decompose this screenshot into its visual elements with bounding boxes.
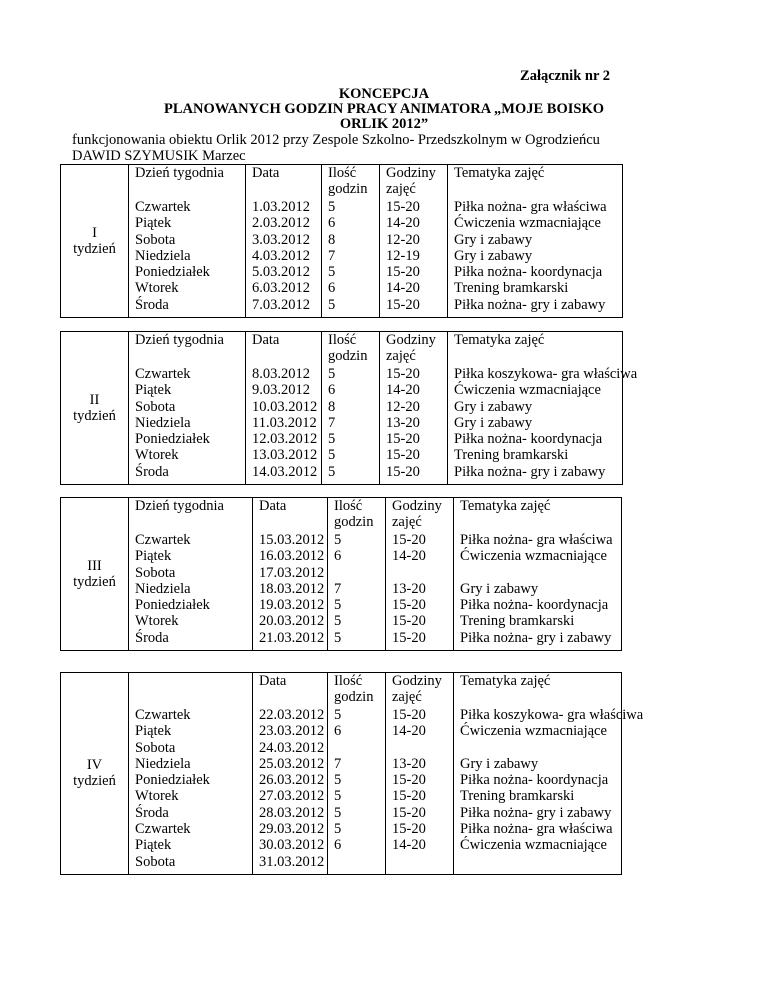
cell-hours: 15-20 [386, 532, 454, 548]
table-header-row [61, 332, 623, 367]
header-count-1: Ilość [328, 332, 357, 348]
header-hours-1: Godziny [386, 165, 436, 181]
cell-topic: Piłka nożna- koordynacja [448, 431, 623, 447]
cell-topic [454, 854, 622, 875]
cell-date: 9.03.2012 [246, 382, 322, 398]
cell-day: Piątek [129, 837, 253, 853]
cell-day: Niedziela [129, 581, 253, 597]
cell-count: 5 [328, 772, 386, 788]
week-label [61, 332, 129, 485]
cell-date: 25.03.2012 [253, 756, 328, 772]
cell-topic: Piłka nożna- gra właściwa [454, 532, 622, 548]
cell-count: 6 [328, 548, 386, 564]
cell-hours: 15-20 [386, 805, 454, 821]
author-line: DAWID SZYMUSIK Marzec [72, 148, 246, 164]
header-count-2: godzin [328, 181, 368, 198]
header-date: Data [253, 673, 328, 708]
table-row [61, 431, 623, 447]
cell-count: 7 [322, 248, 380, 264]
week-word: tydzień [73, 574, 116, 591]
header-hours [380, 332, 448, 367]
table-row [61, 415, 623, 431]
cell-count [328, 854, 386, 875]
cell-date: 6.03.2012 [246, 280, 322, 296]
cell-count [328, 565, 386, 581]
header-topic: Tematyka zajęć [454, 498, 622, 533]
cell-date: 14.03.2012 [246, 464, 322, 485]
cell-hours: 15-20 [386, 613, 454, 629]
cell-count: 7 [322, 415, 380, 431]
cell-day: Czwartek [129, 821, 253, 837]
table-row [61, 630, 622, 651]
cell-count: 6 [328, 723, 386, 739]
cell-day: Sobota [129, 854, 253, 875]
cell-day: Czwartek [129, 532, 253, 548]
table-row [61, 613, 622, 629]
cell-date: 17.03.2012 [253, 565, 328, 581]
cell-hours: 14-20 [380, 382, 448, 398]
cell-date: 10.03.2012 [246, 399, 322, 415]
cell-day: Wtorek [129, 280, 246, 296]
cell-day: Poniedziałek [129, 772, 253, 788]
table-row [61, 837, 622, 853]
header-count-2: godzin [334, 514, 374, 531]
header-count [328, 498, 386, 533]
cell-topic: Ćwiczenia wzmacniające [448, 215, 623, 231]
table-row [61, 215, 623, 231]
cell-count: 6 [328, 837, 386, 853]
cell-date: 11.03.2012 [246, 415, 322, 431]
header-hours-2: zajęć [392, 514, 422, 531]
week-number: II [89, 391, 100, 408]
cell-topic: Piłka nożna- gry i zabawy [448, 464, 623, 485]
cell-topic: Ćwiczenia wzmacniające [454, 837, 622, 853]
cell-hours: 12-20 [380, 232, 448, 248]
week-word: tydzień [73, 241, 116, 258]
cell-hours: 14-20 [386, 837, 454, 853]
header-count-1: Ilość [328, 165, 357, 181]
table-row [61, 597, 622, 613]
cell-hours: 12-19 [380, 248, 448, 264]
header-hours-1: Godziny [392, 498, 442, 514]
cell-date: 23.03.2012 [253, 723, 328, 739]
cell-hours: 13-20 [386, 581, 454, 597]
table-row [61, 548, 622, 564]
cell-count: 7 [328, 581, 386, 597]
week-label [61, 498, 129, 651]
cell-count: 6 [322, 382, 380, 398]
cell-hours: 14-20 [386, 723, 454, 739]
table-row [61, 366, 623, 382]
table-row [61, 581, 622, 597]
cell-hours: 15-20 [380, 366, 448, 382]
week-table [60, 672, 644, 875]
cell-count: 5 [322, 199, 380, 215]
cell-count: 5 [322, 366, 380, 382]
cell-date: 30.03.2012 [253, 837, 328, 853]
table-row [61, 821, 622, 837]
cell-count [328, 740, 386, 756]
cell-date: 18.03.2012 [253, 581, 328, 597]
header-date: Data [253, 498, 328, 533]
cell-day: Niedziela [129, 415, 246, 431]
cell-day: Piątek [129, 548, 253, 564]
table-row [61, 740, 622, 756]
cell-hours [386, 854, 454, 875]
cell-day: Sobota [129, 565, 253, 581]
cell-hours: 12-20 [380, 399, 448, 415]
cell-topic: Piłka nożna- gry i zabawy [454, 630, 622, 651]
week-table [60, 164, 623, 318]
cell-date: 4.03.2012 [246, 248, 322, 264]
cell-day: Sobota [129, 232, 246, 248]
table-header-row [61, 498, 622, 533]
cell-hours: 15-20 [380, 199, 448, 215]
cell-topic: Gry i zabawy [454, 756, 622, 772]
cell-topic: Trening bramkarski [448, 280, 623, 296]
header-hours [380, 165, 448, 200]
header-hours-2: zajęć [386, 348, 416, 365]
cell-topic [454, 565, 622, 581]
cell-topic: Trening bramkarski [448, 447, 623, 463]
cell-count: 5 [328, 613, 386, 629]
cell-date: 21.03.2012 [253, 630, 328, 651]
cell-day: Poniedziałek [129, 264, 246, 280]
table-row [61, 565, 622, 581]
cell-day: Środa [129, 630, 253, 651]
cell-topic: Gry i zabawy [454, 581, 622, 597]
table-row [61, 447, 623, 463]
cell-hours: 14-20 [380, 280, 448, 296]
cell-count: 5 [328, 630, 386, 651]
cell-topic: Trening bramkarski [454, 788, 622, 804]
cell-day: Czwartek [129, 366, 246, 382]
cell-count: 5 [328, 707, 386, 723]
cell-topic: Piłka nożna- gra właściwa [454, 821, 622, 837]
header-count [322, 165, 380, 200]
cell-count: 8 [322, 232, 380, 248]
cell-topic: Piłka nożna- gry i zabawy [448, 297, 623, 318]
header-day: Dzień tygodnia [129, 165, 246, 200]
cell-hours [386, 565, 454, 581]
header-topic: Tematyka zajęć [448, 332, 623, 367]
table-row [61, 464, 623, 485]
table-row [61, 788, 622, 804]
cell-date: 31.03.2012 [253, 854, 328, 875]
week-table [60, 331, 638, 485]
cell-day: Piątek [129, 723, 253, 739]
cell-day: Niedziela [129, 248, 246, 264]
week-number: IV [86, 757, 103, 774]
table-row [61, 805, 622, 821]
cell-topic: Piłka nożna- koordynacja [454, 772, 622, 788]
cell-topic: Ćwiczenia wzmacniające [454, 723, 622, 739]
cell-count: 5 [328, 805, 386, 821]
week-number: I [92, 224, 97, 241]
cell-topic: Piłka nożna- koordynacja [454, 597, 622, 613]
table-row [61, 399, 623, 415]
cell-date: 27.03.2012 [253, 788, 328, 804]
header-hours [386, 498, 454, 533]
cell-date: 5.03.2012 [246, 264, 322, 280]
cell-count: 8 [322, 399, 380, 415]
cell-count: 5 [328, 597, 386, 613]
cell-topic: Piłka koszykowa- gra właściwa [448, 366, 623, 382]
cell-topic: Piłka nożna- koordynacja [448, 264, 623, 280]
cell-count: 7 [328, 756, 386, 772]
cell-day: Sobota [129, 740, 253, 756]
cell-hours: 13-20 [380, 415, 448, 431]
cell-day: Środa [129, 297, 246, 318]
table-row [61, 382, 623, 398]
cell-count: 5 [322, 464, 380, 485]
cell-date: 19.03.2012 [253, 597, 328, 613]
header-count-2: godzin [334, 689, 374, 706]
cell-count: 5 [322, 447, 380, 463]
cell-day: Sobota [129, 399, 246, 415]
header-count-1: Ilość [334, 498, 363, 514]
table-row [61, 199, 623, 215]
cell-count: 6 [322, 215, 380, 231]
cell-date: 24.03.2012 [253, 740, 328, 756]
cell-day: Niedziela [129, 756, 253, 772]
header-count-1: Ilość [334, 673, 363, 689]
cell-date: 22.03.2012 [253, 707, 328, 723]
cell-hours: 15-20 [386, 788, 454, 804]
week-table [60, 497, 622, 651]
cell-topic: Gry i zabawy [448, 232, 623, 248]
header-date: Data [246, 332, 322, 367]
header-hours [386, 673, 454, 708]
cell-hours: 15-20 [380, 297, 448, 318]
cell-count: 5 [328, 532, 386, 548]
week-word: tydzień [73, 773, 116, 790]
cell-hours: 15-20 [380, 464, 448, 485]
header-count-2: godzin [328, 348, 368, 365]
cell-topic: Piłka nożna- gra właściwa [448, 199, 623, 215]
cell-hours: 15-20 [380, 431, 448, 447]
cell-count: 5 [328, 821, 386, 837]
cell-hours: 15-20 [380, 264, 448, 280]
cell-hours: 15-20 [386, 821, 454, 837]
header-topic: Tematyka zajęć [454, 673, 622, 708]
cell-day: Środa [129, 805, 253, 821]
header-day: Dzień tygodnia [129, 332, 246, 367]
header-day [129, 673, 253, 708]
cell-day: Poniedziałek [129, 431, 246, 447]
title-line-1: KONCEPCJA [338, 86, 430, 102]
cell-topic: Ćwiczenia wzmacniające [448, 382, 623, 398]
title-line-3: ORLIK 2012” [339, 116, 429, 132]
header-hours-1: Godziny [386, 332, 436, 348]
table-row [61, 297, 623, 318]
cell-hours: 15-20 [386, 772, 454, 788]
cell-count: 6 [322, 280, 380, 296]
cell-date: 1.03.2012 [246, 199, 322, 215]
title-line-2: PLANOWANYCH GODZIN PRACY ANIMATORA „MOJE BOISKO [164, 101, 604, 117]
cell-hours: 15-20 [386, 707, 454, 723]
attachment-label: Załącznik nr 2 [520, 68, 610, 84]
table-row [61, 756, 622, 772]
header-count [328, 673, 386, 708]
cell-topic: Piłka nożna- gry i zabawy [454, 805, 622, 821]
cell-hours [386, 740, 454, 756]
header-day: Dzień tygodnia [129, 498, 253, 533]
cell-day: Piątek [129, 382, 246, 398]
cell-date: 3.03.2012 [246, 232, 322, 248]
table-row [61, 723, 622, 739]
cell-hours: 15-20 [386, 630, 454, 651]
cell-topic: Piłka koszykowa- gra właściwa [454, 707, 622, 723]
cell-hours: 14-20 [386, 548, 454, 564]
cell-day: Środa [129, 464, 246, 485]
table-row [61, 264, 623, 280]
cell-count: 5 [322, 297, 380, 318]
cell-date: 29.03.2012 [253, 821, 328, 837]
cell-day: Wtorek [129, 613, 253, 629]
table-header-row [61, 165, 623, 200]
cell-day: Czwartek [129, 707, 253, 723]
cell-hours: 14-20 [380, 215, 448, 231]
table-row [61, 532, 622, 548]
cell-date: 16.03.2012 [253, 548, 328, 564]
cell-topic: Gry i zabawy [448, 248, 623, 264]
cell-date: 7.03.2012 [246, 297, 322, 318]
cell-count: 5 [322, 431, 380, 447]
cell-hours: 15-20 [380, 447, 448, 463]
cell-date: 28.03.2012 [253, 805, 328, 821]
cell-day: Wtorek [129, 788, 253, 804]
cell-count: 5 [322, 264, 380, 280]
cell-topic: Ćwiczenia wzmacniające [454, 548, 622, 564]
week-word: tydzień [73, 408, 116, 425]
cell-hours: 15-20 [386, 597, 454, 613]
week-label [61, 673, 129, 875]
header-hours-1: Godziny [392, 673, 442, 689]
subtitle: funkcjonowania obiektu Orlik 2012 przy Zespole Szkolno- Przedszkolnym w Ogrodzieńcu [72, 132, 600, 148]
week-number: III [87, 557, 102, 574]
cell-date: 20.03.2012 [253, 613, 328, 629]
header-topic: Tematyka zajęć [448, 165, 623, 200]
cell-date: 13.03.2012 [246, 447, 322, 463]
header-hours-2: zajęć [392, 689, 422, 706]
cell-date: 12.03.2012 [246, 431, 322, 447]
table-row [61, 280, 623, 296]
cell-day: Wtorek [129, 447, 246, 463]
cell-date: 2.03.2012 [246, 215, 322, 231]
table-row [61, 232, 623, 248]
cell-topic: Gry i zabawy [448, 415, 623, 431]
table-header-row [61, 673, 622, 708]
table-row [61, 707, 622, 723]
cell-day: Piątek [129, 215, 246, 231]
cell-date: 8.03.2012 [246, 366, 322, 382]
cell-topic [454, 740, 622, 756]
cell-day: Poniedziałek [129, 597, 253, 613]
header-hours-2: zajęć [386, 181, 416, 198]
cell-hours: 13-20 [386, 756, 454, 772]
header-date: Data [246, 165, 322, 200]
week-label [61, 165, 129, 318]
cell-date: 15.03.2012 [253, 532, 328, 548]
cell-day: Czwartek [129, 199, 246, 215]
header-count [322, 332, 380, 367]
cell-date: 26.03.2012 [253, 772, 328, 788]
table-row [61, 248, 623, 264]
cell-count: 5 [328, 788, 386, 804]
cell-topic: Trening bramkarski [454, 613, 622, 629]
cell-topic: Gry i zabawy [448, 399, 623, 415]
table-row [61, 854, 622, 875]
table-row [61, 772, 622, 788]
